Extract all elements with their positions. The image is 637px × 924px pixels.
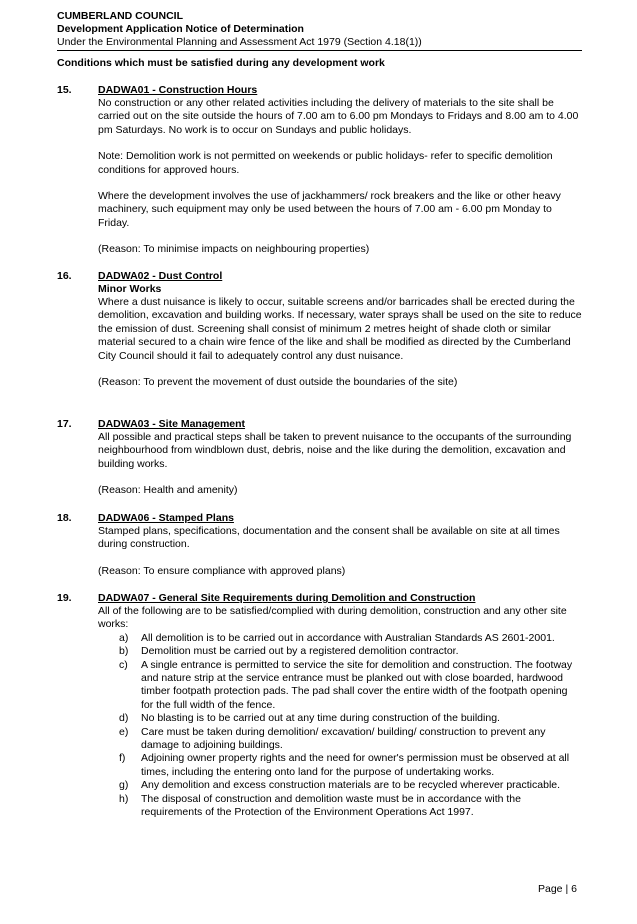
list-item-text: Adjoining owner property rights and the need for owner's permission must be observed at all times, including the entering onto land for the purpose of undertaking works. <box>141 752 570 778</box>
list-item <box>98 712 582 725</box>
list-item <box>98 659 582 713</box>
requirements-list <box>98 632 582 820</box>
condition-reason: (Reason: To prevent the movement of dust outside the boundaries of the site) <box>98 376 458 389</box>
list-item-text: All demolition is to be carried out in accordance with Australian Standards AS 2601-2001. <box>141 631 555 644</box>
list-item-text: Any demolition and excess construction materials are to be recycled wherever practicable. <box>141 779 561 792</box>
condition-number: 15. <box>57 84 72 96</box>
condition-paragraph: All possible and practical steps shall be taken to prevent nuisance to the occupants of the surrounding neighbourhood from windblown dust, debris, noise and the like during the demolition, excavation and building works. <box>98 431 572 470</box>
condition-number: 17. <box>57 418 72 430</box>
condition-body <box>98 270 582 389</box>
condition-body <box>98 592 582 820</box>
condition-title: DADWA06 - Stamped Plans <box>98 512 234 524</box>
condition-body <box>98 418 582 498</box>
condition-body <box>98 512 582 578</box>
condition-number: 18. <box>57 512 72 524</box>
list-item-letter: a) <box>119 631 129 644</box>
condition-subtitle: Minor Works <box>98 283 162 295</box>
condition-intro: All of the following are to be satisfied/complied with during demolition, construction and any other site works: <box>98 605 567 631</box>
condition-paragraph: No construction or any other related activities including the delivery of materials to the site shall be carried out on the site outside the hours of 7.00 am to 6.00 pm Mondays to Fridays and 8.00 am to 4.00 pm Saturdays. No work is to occur on Sundays and public holidays. <box>98 97 579 136</box>
condition-paragraph: Where a dust nuisance is likely to occur, suitable screens and/or barricades shall be erected during the demolition, excavation and building works. If necessary, water sprays shall be used on the site to reduce the emission of dust. Screening shall consist of minimum 2 metres height of shade cloth or similar material secured to a chain wire fence of the like and shall be modified as directed by the Cumberland City Council should it fail to adequately control any dust nuisance. <box>98 296 582 362</box>
section-title: Conditions which must be satisfied during any development work <box>57 57 385 69</box>
condition-paragraph: Stamped plans, specifications, documentation and the consent shall be available on site at all times during construction. <box>98 525 560 551</box>
header-divider <box>57 50 582 51</box>
list-item <box>98 726 582 753</box>
list-item <box>98 752 582 779</box>
condition-number: 19. <box>57 592 72 604</box>
list-item <box>98 632 582 645</box>
condition-number: 16. <box>57 270 72 282</box>
condition-title: DADWA03 - Site Management <box>98 418 246 430</box>
list-item-letter: e) <box>119 725 129 738</box>
council-name: CUMBERLAND COUNCIL <box>57 10 183 22</box>
condition-paragraph: Note: Demolition work is not permitted on weekends or public holidays- refer to specific demolition conditions for approved hours. <box>98 150 553 176</box>
condition-reason: (Reason: To ensure compliance with approved plans) <box>98 564 346 577</box>
list-item-text: Care must be taken during demolition/ excavation/ building/ construction to prevent any damage to adjoining buildings. <box>141 725 546 752</box>
page-number: Page | 6 <box>538 883 577 895</box>
condition-body <box>98 84 582 257</box>
list-item-letter: g) <box>119 779 129 792</box>
condition-title: DADWA07 - General Site Requirements during Demolition and Construction <box>98 592 476 604</box>
list-item <box>98 793 582 820</box>
condition-reason: (Reason: Health and amenity) <box>98 484 238 497</box>
list-item-letter: h) <box>119 792 129 805</box>
condition-title: DADWA01 - Construction Hours <box>98 84 258 96</box>
list-item <box>98 779 582 792</box>
list-item-letter: b) <box>119 645 129 658</box>
list-item-text: Demolition must be carried out by a registered demolition contractor. <box>141 645 459 658</box>
list-item-text: A single entrance is permitted to service the site for demolition and construction. The footway and nature strip at the service entrance must be planked out with close boarded, hardwood timber footpath protection pads. The pad shall cover the entire width of the footpath opening for the full width of the fence. <box>141 658 573 711</box>
list-item-letter: f) <box>119 752 126 765</box>
condition-reason: (Reason: To minimise impacts on neighbouring properties) <box>98 243 370 256</box>
act-reference: Under the Environmental Planning and Assessment Act 1979 (Section 4.18(1)) <box>57 36 422 48</box>
condition-paragraph: Where the development involves the use of jackhammers/ rock breakers and the like or other heavy machinery, such equipment may only be used between the hours of 7.00 am - 6.00 pm Monday to Friday. <box>98 190 561 229</box>
list-item-text: No blasting is to be carried out at any time during construction of the building. <box>141 712 500 725</box>
list-item <box>98 645 582 658</box>
list-item-letter: d) <box>119 712 129 725</box>
list-item-letter: c) <box>119 658 128 671</box>
condition-title: DADWA02 - Dust Control <box>98 270 223 282</box>
notice-title: Development Application Notice of Determination <box>57 23 304 35</box>
list-item-text: The disposal of construction and demolition waste must be in accordance with the requirements of the Protection of the Environment Operations Act 1997. <box>141 792 521 819</box>
